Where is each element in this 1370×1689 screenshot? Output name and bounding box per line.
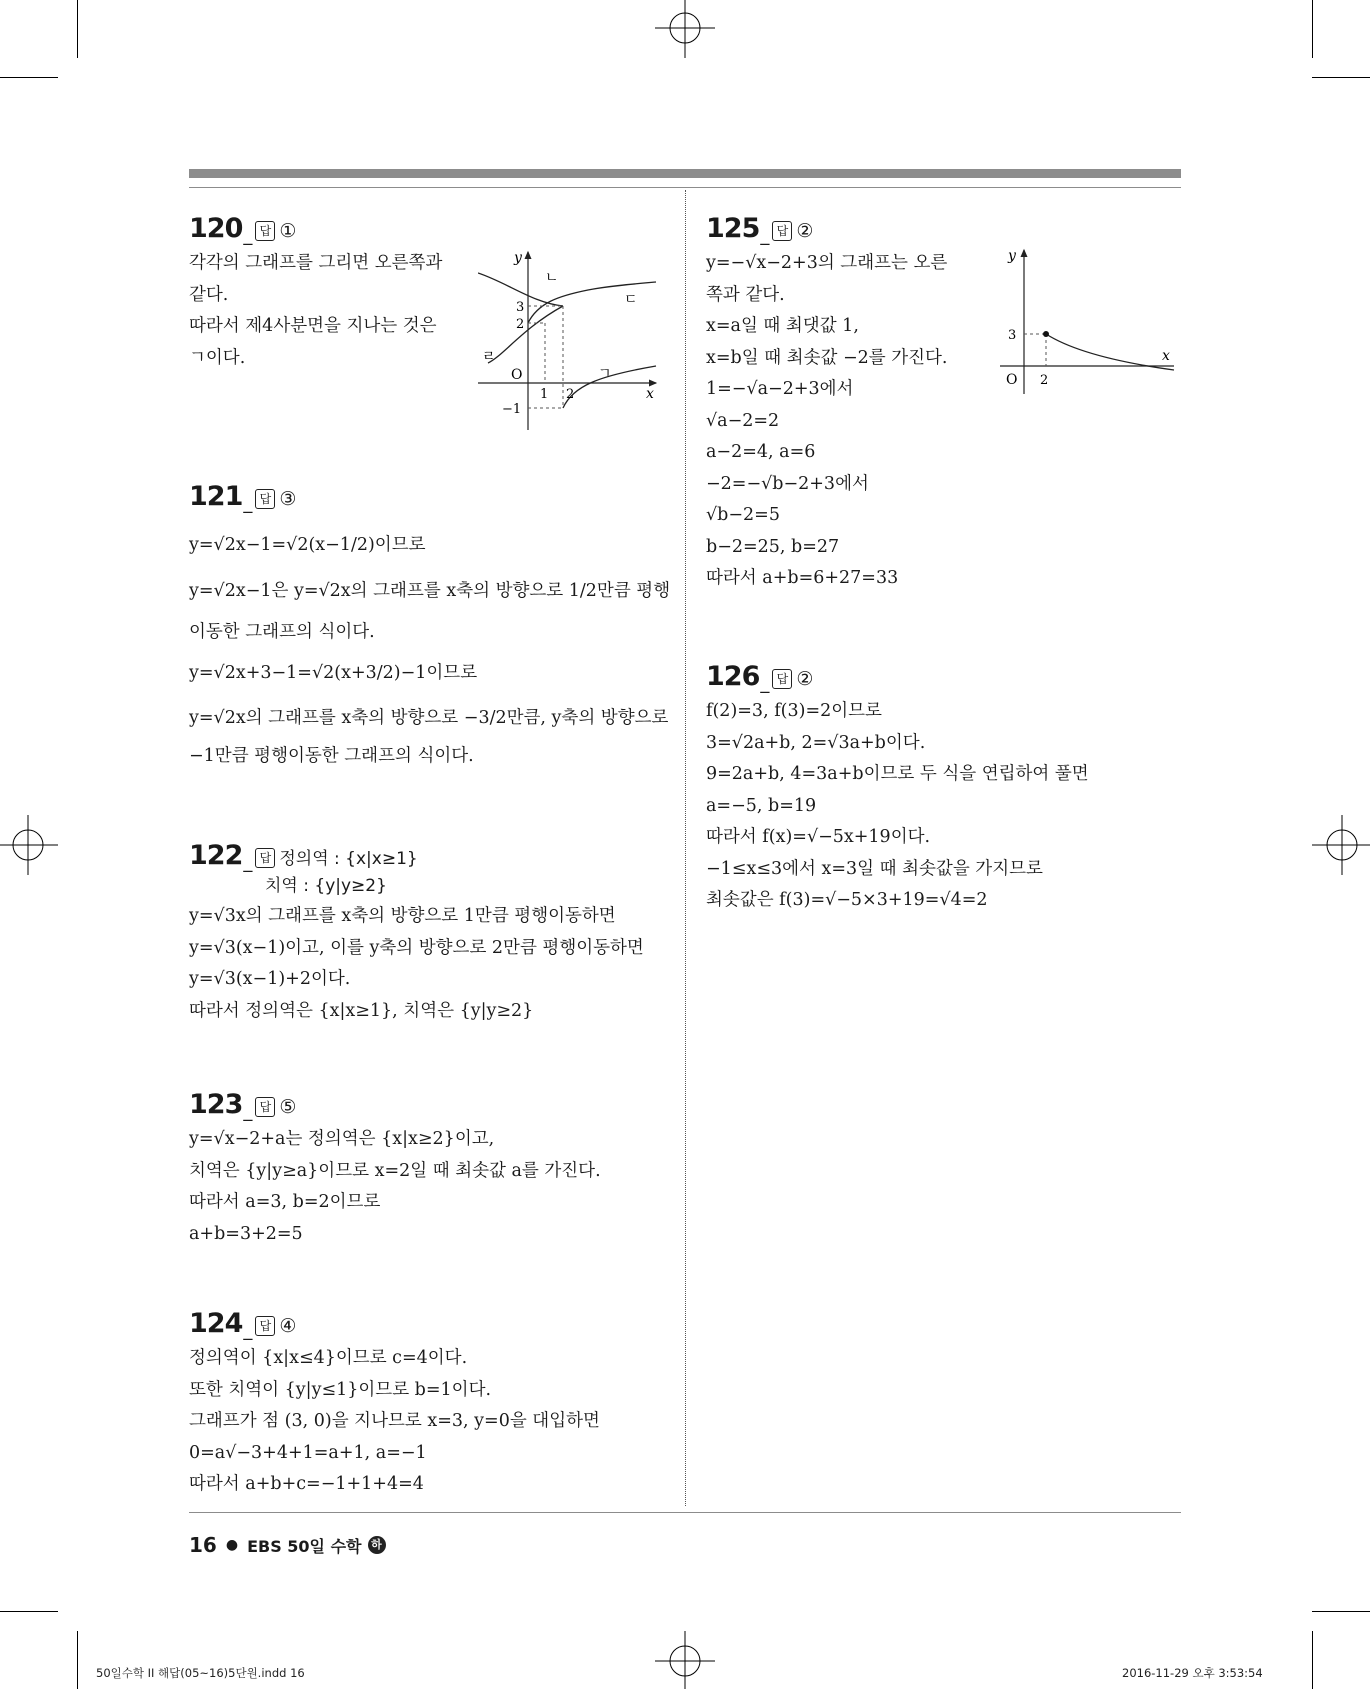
- solution-line: y=√2x+3−1=√2(x+3/2)−1이므로: [189, 663, 478, 683]
- answer-badge: 답: [772, 669, 792, 689]
- solution-line: 정의역이 {x|x≤4}이므로 c=4이다.: [189, 1348, 468, 1368]
- header-bar: [189, 169, 1181, 178]
- answer-value: ③: [279, 488, 297, 510]
- answer-value: ④: [279, 1315, 297, 1337]
- answer-value: 정의역 : {x|x≥1}: [279, 849, 418, 869]
- solution-line: 따라서 a+b+c=−1+1+4=4: [189, 1474, 424, 1494]
- solution-line: √a−2=2: [706, 410, 780, 431]
- answer-badge: 답: [772, 221, 792, 241]
- solution-line: 1=−√a−2+3에서: [706, 379, 854, 399]
- curve-ra: [488, 306, 563, 363]
- solution-line: 치역은 {y|y≥a}이므로 x=2일 때 최솟값 a를 가진다.: [189, 1160, 601, 1181]
- start-point: [1043, 331, 1049, 337]
- page-number: 16: [189, 1533, 217, 1557]
- problem-123: 123 _ 답 ⑤ y=√x−2+a는 정의역은 {x|x≥2}이고, 치역은 {y|y≥a}이므로 x=2일 때 최솟값 a를 가진다. 따라서 a=3, b=2이므로 a+b=3+2=5: [189, 1086, 601, 1250]
- crop-mark: [77, 0, 78, 58]
- tick-label: 2: [1040, 373, 1049, 388]
- answer-value: ①: [279, 220, 297, 242]
- curve-label-ga: ㄱ: [598, 366, 612, 382]
- solution-line: y=−√x−2+3의 그래프는 오른: [706, 253, 948, 273]
- problem-number: 126: [706, 661, 760, 692]
- problem-number: 125: [706, 213, 760, 244]
- axis-label-y: y: [514, 250, 522, 266]
- problem-125: 125 _ 답 ② y=−√x−2+3의 그래프는 오른 쪽과 같다. x=a일 때 최댓값 1, x=b일 때 최솟값 −2를 가진다. 1=−√a−2+3에서 √a−2=2 a−2=4, a=6 −2=−√b−2+3에서 √b−2=5 b−2=25, b=27 따라서 a+b=6+27=33: [706, 210, 948, 595]
- solution-line: y=√3(x−1)이고, 이를 y축의 방향으로 2만큼 평행이동하면: [189, 937, 644, 958]
- problem-120: 120 _ 답 ① 각각의 그래프를 그리면 오른쪽과 같다. 따라서 제4사분면을 지나는 것은 ㄱ이다.: [189, 210, 442, 374]
- solution-line: x=a일 때 최댓값 1,: [706, 316, 859, 336]
- solution-line: 3=√2a+b, 2=√3a+b이다.: [706, 732, 926, 753]
- solution-line: a=−5, b=19: [706, 795, 817, 816]
- problem-122: 122 _ 답 정의역 : {x|x≥1} 치역 : {y|y≥2} y=√3x의 그래프를 x축의 방향으로 1만큼 평행이동하면 y=√3(x−1)이고, 이를 y축의 방향으로 2만큼 평행이동하면 y=√3(x−1)+2이다. 따라서 정의역은 {x|x≥1}, 치역은 {y|y≥2}: [189, 837, 644, 1027]
- column-divider: [685, 190, 686, 1506]
- solution-line: y=√2x의 그래프를 x축의 방향으로 −3/2만큼, y축의 방향으로: [189, 708, 669, 728]
- axis-label-x: x: [646, 386, 654, 402]
- crop-mark: [1312, 0, 1313, 58]
- problem-number: 122: [189, 840, 243, 871]
- solution-line: 쪽과 같다.: [706, 284, 785, 305]
- solution-line: 따라서 a+b=6+27=33: [706, 568, 899, 588]
- crop-mark: [0, 1611, 58, 1612]
- tick-label: 1: [540, 387, 549, 402]
- answer-badge: 답: [255, 1097, 275, 1117]
- answer-badge: 답: [255, 1316, 275, 1336]
- crop-mark: [1312, 1611, 1370, 1612]
- solution-line: 따라서 제4사분면을 지나는 것은: [189, 316, 437, 336]
- registration-mark-right: [1312, 815, 1370, 875]
- origin-label: O: [511, 367, 523, 383]
- tick-label: 3: [1008, 328, 1017, 343]
- answer-value: ⑤: [279, 1096, 297, 1118]
- problem-number: 120: [189, 213, 243, 244]
- graph-120: [478, 248, 663, 433]
- solution-line: y=√3(x−1)+2이다.: [189, 969, 351, 989]
- answer-badge: 답: [255, 489, 275, 509]
- solution-line: 0=a√−3+4+1=a+1, a=−1: [189, 1442, 427, 1463]
- solution-line: 따라서 정의역은 {x|x≥1}, 치역은 {y|y≥2}: [189, 1000, 534, 1021]
- bullet-icon: ●: [225, 1537, 239, 1553]
- crop-mark: [77, 1631, 78, 1689]
- solution-line: 또한 치역이 {y|y≤1}이므로 b=1이다.: [189, 1379, 492, 1400]
- tick-label: 2: [566, 387, 575, 402]
- solution-line: x=b일 때 최솟값 −2를 가진다.: [706, 347, 948, 368]
- solution-line: y=√2x−1=√2(x−1/2)이므로: [189, 535, 426, 555]
- problem-121: 121 _ 답 ③ y=√2x−1=√2(x−1/2)이므로 y=√2x−1은 y=√2x의 그래프를 x축의 방향으로 1/2만큼 평행 이동한 그래프의 식이다. y=√2x+3−1=√2(x+3/2)−1이므로 y=√2x의 그래프를 x축의 방향으로 −3/2만큼, y축의 방향으로 −1만큼 평행이동한 그래프의 식이다.: [189, 478, 670, 773]
- axis-label-x: x: [1162, 348, 1170, 364]
- solution-line: b−2=25, b=27: [706, 536, 840, 557]
- solution-line: y=√x−2+a는 정의역은 {x|x≥2}이고,: [189, 1129, 495, 1149]
- registration-mark-left: [0, 815, 58, 875]
- curve: [1046, 334, 1174, 370]
- footer-rule: [189, 1512, 1181, 1513]
- problem-number: 123: [189, 1089, 243, 1120]
- header-rule: [189, 187, 1181, 188]
- curve-label-na: ㄴ: [545, 270, 559, 286]
- graph-125: [998, 246, 1178, 396]
- solution-line: 9=2a+b, 4=3a+b이므로 두 식을 연립하여 풀면: [706, 764, 1089, 784]
- crop-mark: [1312, 77, 1370, 78]
- solution-line: −1≤x≤3에서 x=3일 때 최솟값을 가지므로: [706, 858, 1043, 879]
- solution-line: a+b=3+2=5: [189, 1223, 303, 1244]
- solution-line: y=√2x−1은 y=√2x의 그래프를 x축의 방향으로 1/2만큼 평행: [189, 581, 671, 601]
- solution-line: −2=−√b−2+3에서: [706, 473, 869, 494]
- answer-badge: 답: [255, 848, 275, 868]
- answer-badge: 답: [255, 221, 275, 241]
- tick-label: 3: [516, 300, 525, 315]
- problem-124: 124 _ 답 ④ 정의역이 {x|x≤4}이므로 c=4이다. 또한 치역이 {y|y≤1}이므로 b=1이다. 그래프가 점 (3, 0)을 지나므로 x=3, y=0을 대입하면 0=a√−3+4+1=a+1, a=−1 따라서 a+b+c=−1+1+4=4: [189, 1305, 600, 1501]
- answer-value: ②: [796, 220, 814, 242]
- solution-line: 같다.: [189, 284, 229, 305]
- tick-label: −1: [502, 402, 522, 417]
- origin-label: O: [1006, 372, 1018, 388]
- problem-number: 121: [189, 481, 243, 512]
- solution-line: a−2=4, a=6: [706, 442, 816, 462]
- solution-line: −1만큼 평행이동한 그래프의 식이다.: [189, 746, 474, 766]
- registration-mark-top: [655, 0, 715, 58]
- curve-label-da: ㄷ: [624, 292, 638, 308]
- level-badge: 하: [368, 1536, 386, 1554]
- answer-value: ②: [796, 668, 814, 690]
- crop-mark: [0, 77, 58, 78]
- solution-line: 최솟값은 f(3)=√−5×3+19=√4=2: [706, 890, 988, 910]
- solution-line: 따라서 a=3, b=2이므로: [189, 1192, 381, 1212]
- problem-126: 126 _ 답 ② f(2)=3, f(3)=2이므로 3=√2a+b, 2=√3a+b이다. 9=2a+b, 4=3a+b이므로 두 식을 연립하여 풀면 a=−5, b=19 따라서 f(x)=√−5x+19이다. −1≤x≤3에서 x=3일 때 최솟값을 가지므로 최솟값은 f(3)=√−5×3+19=√4=2: [706, 658, 1089, 917]
- curve-label-ra: ㄹ: [482, 349, 496, 365]
- slug-file: 50일수학 II 해답(05~16)5단원.indd 16: [96, 1666, 305, 1680]
- page-footer: [189, 1533, 386, 1557]
- crop-mark: [1312, 1631, 1313, 1689]
- registration-mark-bottom: [655, 1631, 715, 1689]
- tick-label: 2: [516, 317, 525, 332]
- answer-range: 치역 : {y|y≥2}: [265, 876, 387, 896]
- axis-label-y: y: [1008, 248, 1016, 264]
- solution-line: ㄱ이다.: [189, 347, 246, 368]
- solution-line: 이동한 그래프의 식이다.: [189, 622, 375, 642]
- solution-line: 각각의 그래프를 그리면 오른쪽과: [189, 253, 443, 273]
- solution-line: 따라서 f(x)=√−5x+19이다.: [706, 827, 931, 847]
- slug-datetime: 2016-11-29 오후 3:53:54: [1122, 1666, 1263, 1680]
- solution-line: √b−2=5: [706, 505, 780, 525]
- solution-line: y=√3x의 그래프를 x축의 방향으로 1만큼 평행이동하면: [189, 906, 616, 926]
- problem-number: 124: [189, 1308, 243, 1339]
- solution-line: 그래프가 점 (3, 0)을 지나므로 x=3, y=0을 대입하면: [189, 1411, 600, 1431]
- book-title: EBS 50일 수학: [247, 1536, 362, 1556]
- solution-line: f(2)=3, f(3)=2이므로: [706, 701, 882, 721]
